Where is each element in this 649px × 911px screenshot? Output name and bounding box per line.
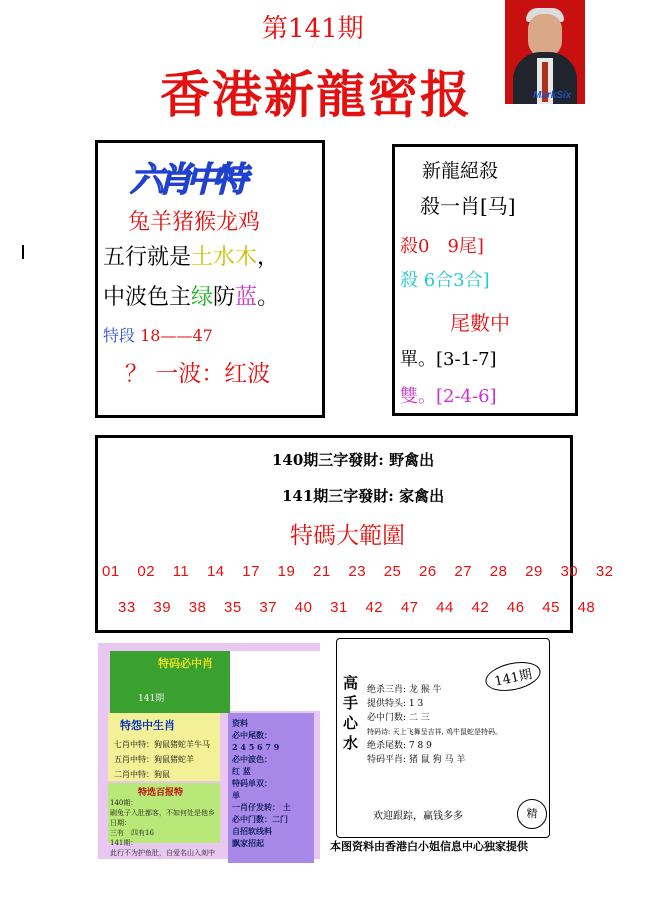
margin-mark xyxy=(22,245,24,259)
panel-left-right-col: 资料 必中尾数： 2 4 5 6 7 9 必中波色： 红 蓝 特码单双： 单 一肖仔发转： 土 必中门数：二门 自招软线料 飘家招起 xyxy=(232,718,291,848)
range-row-1: 01 02 11 14 17 19 21 23 25 26 27 28 29 30 32 xyxy=(102,563,614,580)
box-left-heading: 六肖中特 xyxy=(130,160,242,200)
bose-alt: 蓝 xyxy=(235,285,258,310)
page-title: 香港新龍密报 xyxy=(160,65,472,124)
box-right-heading: 新龍絕殺 xyxy=(422,160,499,182)
kill-zodiac: 殺一肖[马] xyxy=(420,194,516,218)
bose-suffix: 。 xyxy=(257,285,280,310)
weishu-heading: 尾數中 xyxy=(450,311,510,335)
range-heading: 特碼大範圍 xyxy=(290,523,405,549)
wuxing-line xyxy=(103,240,279,271)
vertical-heading: 高 手 心 水 xyxy=(343,674,359,752)
closing-line: 欢迎跟踪，赢钱多多 xyxy=(373,811,463,822)
portrait-photo xyxy=(505,0,585,104)
zodiac-list: 兔羊猪猴龙鸡 xyxy=(128,210,261,235)
teduan-label: 特段 xyxy=(103,326,136,345)
range-row-2: 33 39 38 35 37 40 31 42 47 44 42 46 45 48 xyxy=(118,599,596,616)
teduan-value: 18——47 xyxy=(140,326,213,345)
bose-mid: 防 xyxy=(213,285,236,310)
bose-prefix: 中波色主 xyxy=(103,285,192,310)
issue-number: 第141期 xyxy=(262,14,364,44)
wuxing-prefix: 五行就是 xyxy=(103,245,192,270)
kill-he: 殺 6合3合] xyxy=(400,270,490,291)
line-141: 141期三字發財: 家禽出 xyxy=(282,487,445,505)
shuang-line: 雙。[2-4-6] xyxy=(400,386,497,407)
line-140: 140期三字發財: 野禽出 xyxy=(272,451,435,469)
bose-line xyxy=(103,280,279,311)
panel-left-collage xyxy=(98,643,320,859)
footer-credit: 本图资料由香港白小姐信息中心独家提供 xyxy=(330,840,528,853)
panel-left-heading2: 特怨中生肖 xyxy=(120,719,175,732)
panel-left-heading3: 特选百报特 xyxy=(138,788,184,798)
panel-left-lines: 七肖中特：狗鼠猪蛇羊牛马 五肖中特：狗鼠猪蛇羊 二肖中特：狗鼠 xyxy=(114,740,210,779)
wuxing-suffix: ， xyxy=(257,245,280,270)
teduan-line xyxy=(103,323,213,346)
panel-right-lines: 绝杀三肖: 龙 猴 牛 提供特头: 1 3 必中门数: 二 三 特码诗: 天上飞舞呈吉祥, 鸡牛鼠蛇是特码。 绝杀尾数: 7 8 9 特码平肖: 猪 鼠 狗 马 羊 xyxy=(367,685,503,765)
wuxing-value: 土水木 xyxy=(191,245,258,270)
kill-tail: 殺0 9尾] xyxy=(400,236,484,257)
bose-main: 绿 xyxy=(191,285,214,310)
yibo-line: ？ 一波：红波 xyxy=(125,361,271,387)
panel-right-card xyxy=(336,638,550,838)
stamp-seal: 精 xyxy=(517,799,547,829)
dan-line: 單。[3-1-7] xyxy=(400,349,497,370)
marksix-logo: MarkSix xyxy=(533,90,572,101)
issue-tag: 141期 xyxy=(483,657,543,695)
panel-left-title: 特码必中肖 xyxy=(158,657,213,670)
panel-left-badge: 141期 xyxy=(138,694,165,704)
panel-left-notes: 140期： 刷兔子入肚都客，不如何处是他乡 日期： 三有 四有16 141期： 此行不为护鱼肚，自爱名山入剡中 xyxy=(110,799,215,857)
